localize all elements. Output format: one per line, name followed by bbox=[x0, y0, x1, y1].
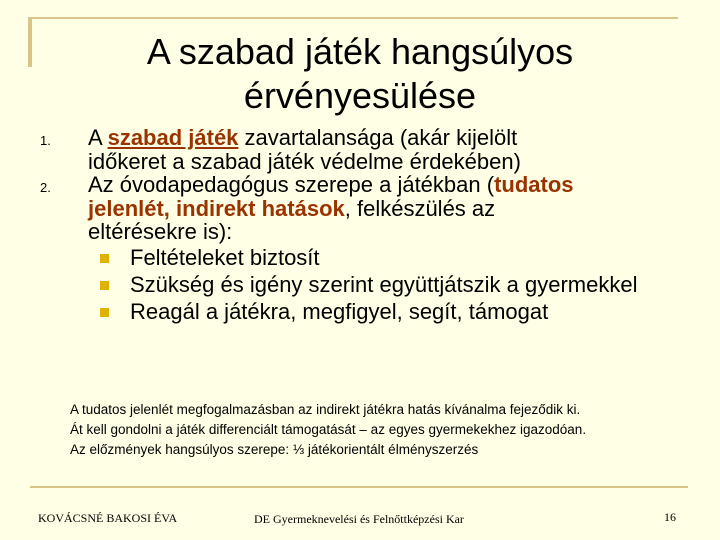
text: Az előzmények hangsúlyos szerepe: bbox=[70, 442, 293, 457]
list-item-1 bbox=[40, 126, 680, 173]
decorative-vertical-line bbox=[28, 17, 32, 67]
decorative-horizontal-line bbox=[28, 17, 678, 19]
square-bullet-icon bbox=[100, 281, 109, 290]
title-line-2: érvényesülése bbox=[243, 75, 477, 116]
notes bbox=[70, 400, 700, 460]
text: A bbox=[88, 125, 108, 150]
list-item-2 bbox=[40, 173, 680, 244]
highlight-conscious: tudatos bbox=[494, 172, 574, 197]
highlight-free-play: szabad játék bbox=[107, 125, 239, 150]
slide-title bbox=[70, 30, 650, 118]
note-line-2: Át kell gondolni a játék differenciált támogatását – az egyes gyermekekhez igazodóan. bbox=[70, 422, 587, 437]
text: zavartalansága (akár kijelölt bbox=[238, 125, 518, 150]
sub-item-text: Szükség és igény szerint együttjátszik a gyermekkel bbox=[130, 271, 638, 297]
numbered-list bbox=[40, 126, 680, 325]
sub-item bbox=[88, 298, 680, 325]
text: időkeret a szabad játék védelme érdekében) bbox=[88, 148, 521, 174]
sub-item-text: Feltételeket biztosít bbox=[130, 244, 320, 270]
text: játékorientált élményszerzés bbox=[304, 442, 479, 457]
arrow-symbol-icon: ⅓ bbox=[292, 442, 305, 457]
footer-institution: DE Gyermeknevelési és Felnőttképzési Kar bbox=[254, 512, 464, 526]
list-number-2: 2. bbox=[40, 180, 51, 195]
list-number-1: 1. bbox=[40, 133, 51, 148]
footer-divider bbox=[30, 486, 688, 488]
note-line-3 bbox=[70, 440, 700, 460]
page-number: 16 bbox=[664, 510, 676, 524]
footer-author: KOVÁCSNÉ BAKOSI ÉVA bbox=[38, 511, 178, 525]
note-line-1: A tudatos jelenlét megfogalmazásban az indirekt játékra hatás kívánalma fejeződik ki. bbox=[70, 402, 581, 417]
sub-item bbox=[88, 244, 680, 271]
text: eltérésekre is): bbox=[88, 219, 233, 244]
title-line-1: A szabad játék hangsúlyos bbox=[146, 31, 574, 72]
text: Az óvodapedagógus szerepe a játékban ( bbox=[88, 172, 495, 197]
text: , felkészülés az bbox=[344, 195, 496, 221]
square-bullet-icon bbox=[100, 254, 109, 263]
highlight-presence: jelenlét, indirekt hatások bbox=[88, 195, 345, 221]
sub-item-text: Reagál a játékra, megfigyel, segít, támogat bbox=[130, 298, 549, 324]
square-bullet-icon bbox=[100, 308, 109, 317]
sub-item bbox=[88, 271, 680, 298]
